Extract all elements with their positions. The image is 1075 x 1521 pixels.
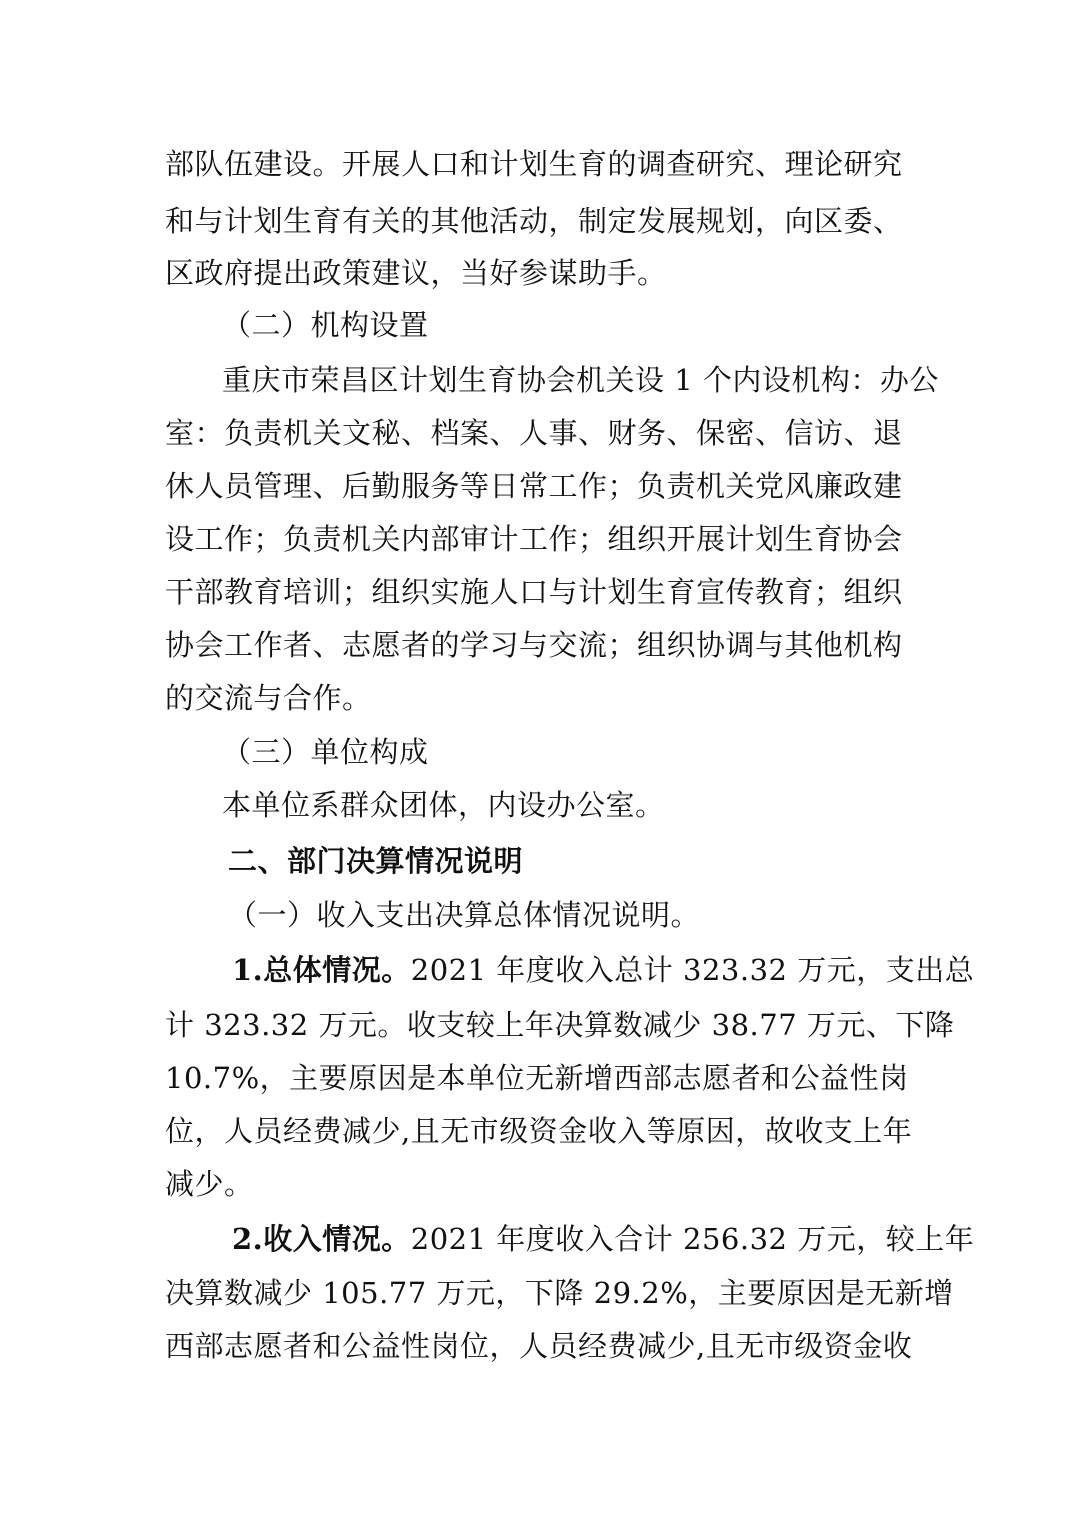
item1-first-line — [232, 952, 974, 988]
item2-first-rest: 2021 年度收入合计 256.32 万元，较上年 — [410, 1222, 975, 1256]
body-text-line: 休人员管理、后勤服务等日常工作；负责机关党风廉政建 — [165, 469, 903, 503]
item1-first-rest: 2021 年度收入总计 323.32 万元，支出总 — [410, 953, 975, 987]
item2-first-line — [232, 1221, 974, 1257]
heading-department-final-accounts: 二、部门决算情况说明 — [228, 844, 524, 878]
body-text-line: 区政府提出政策建议，当好参谋助手。 — [165, 256, 667, 290]
body-text-line: 和与计划生育有关的其他活动，制定发展规划，向区委、 — [165, 204, 903, 238]
body-text-line: 重庆市荣昌区计划生育协会机关设 1 个内设机构：办公 — [222, 363, 939, 397]
body-text-line: 本单位系群众团体，内设办公室。 — [222, 788, 665, 822]
item1-lead: 1.总体情况。 — [232, 953, 411, 987]
body-text-line: 协会工作者、志愿者的学习与交流；组织协调与其他机构 — [165, 628, 903, 662]
body-text-line: 设工作；负责机关内部审计工作；组织开展计划生育协会 — [165, 522, 903, 556]
body-text-line: 的交流与合作。 — [165, 681, 372, 715]
item2-lead: 2.收入情况。 — [232, 1222, 411, 1256]
body-text-line: 10.7%，主要原因是本单位无新增西部志愿者和公益性岗 — [165, 1061, 909, 1095]
body-text-line: 计 323.32 万元。收支较上年决算数减少 38.77 万元、下降 — [165, 1008, 955, 1042]
section-heading-jigou: （二）机构设置 — [222, 308, 429, 342]
body-text-line: 西部志愿者和公益性岗位，人员经费减少,且无市级资金收 — [165, 1329, 913, 1363]
body-text-line: 位，人员经费减少,且无市级资金收入等原因，故收支上年 — [165, 1114, 913, 1148]
body-text-line: 减少。 — [165, 1167, 254, 1201]
body-text-line: 室：负责机关文秘、档案、人事、财务、保密、信访、退 — [165, 416, 903, 450]
body-text-line: 干部教育培训；组织实施人口与计划生育宣传教育；组织 — [165, 575, 903, 609]
sub-heading-overall: （一）收入支出决算总体情况说明。 — [228, 898, 701, 932]
body-text-line: 决算数减少 105.77 万元，下降 29.2%，主要原因是无新增 — [165, 1276, 954, 1310]
section-heading-danwei: （三）单位构成 — [222, 735, 429, 769]
body-text-line: 部队伍建设。开展人口和计划生育的调查研究、理论研究 — [165, 147, 903, 181]
